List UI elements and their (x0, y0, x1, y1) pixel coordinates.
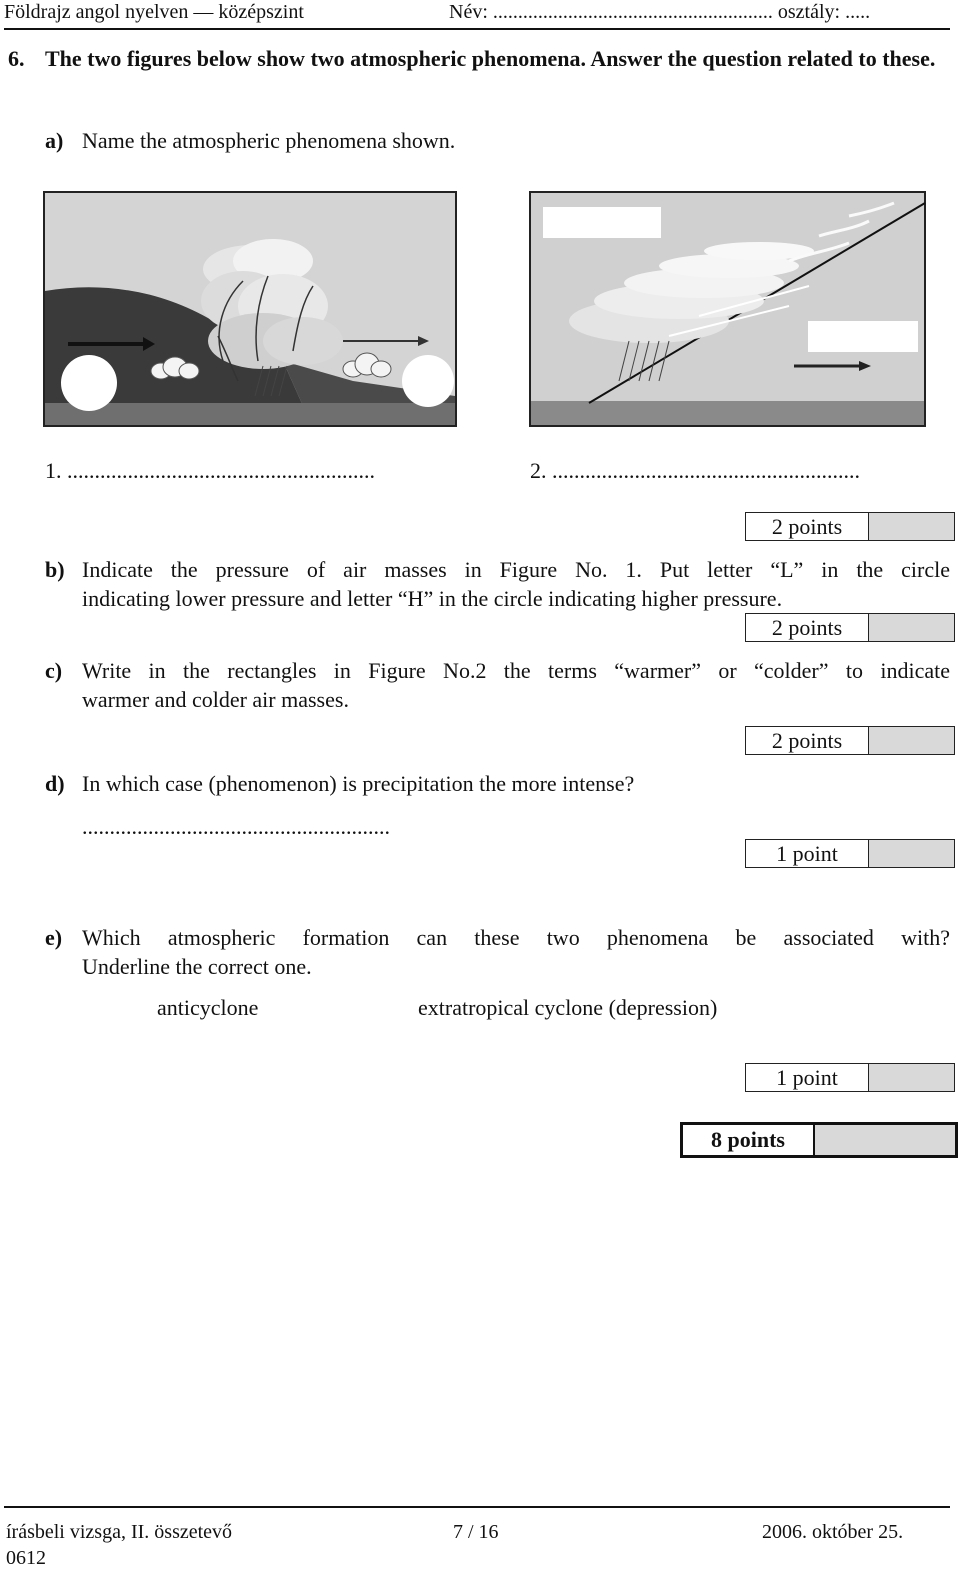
part-d-score-field[interactable] (869, 840, 954, 867)
header-rule (4, 28, 950, 30)
question-number: 6. (8, 46, 25, 71)
part-a-label: a) (45, 128, 64, 153)
part-b-label: b) (45, 557, 65, 582)
total-score-field[interactable] (815, 1125, 955, 1155)
part-b-score-box (745, 613, 955, 642)
footer-rule (4, 1506, 950, 1508)
part-a-points: 2 points (746, 513, 869, 540)
total-score-box (680, 1122, 958, 1158)
figure-2-warm-front (529, 191, 926, 427)
part-b-score-field[interactable] (869, 614, 954, 641)
part-a-answer-2[interactable]: 2. ........................................................ (530, 458, 860, 483)
header-title: Földrajz angol nyelven — középszint (4, 1, 304, 23)
part-a-answer-1[interactable]: 1. ........................................................ (45, 458, 375, 483)
question-intro: The two figures below show two atmospheric phenomena. Answer the question related to these. (45, 46, 936, 71)
part-a-score-field[interactable] (869, 513, 954, 540)
part-d-score-box (745, 839, 955, 868)
figure-2-rect-lower[interactable] (808, 321, 918, 352)
figure-1-ground (45, 403, 455, 425)
part-c-score-box (745, 726, 955, 755)
part-e-score-field[interactable] (869, 1064, 954, 1091)
figure-2-ground (531, 401, 924, 425)
part-d-label: d) (45, 771, 65, 796)
figure-1-circle-left[interactable] (61, 355, 117, 411)
part-b-text-line2: indicating lower pressure and letter “H” in the circle indicating higher pressure. (82, 586, 783, 611)
part-d-answer[interactable]: ........................................................ (82, 814, 390, 839)
part-c-points: 2 points (746, 727, 869, 754)
header-name-class: Név: ........................................................ osztály: ..... (449, 1, 871, 23)
part-a-score-box (745, 512, 955, 541)
part-b-points: 2 points (746, 614, 869, 641)
option-anticyclone[interactable]: anticyclone (157, 995, 259, 1020)
figure-1-thunderstorm (43, 191, 457, 427)
footer-exam: írásbeli vizsga, II. összetevő (6, 1521, 233, 1543)
part-d-text: In which case (phenomenon) is precipitation the more intense? (82, 771, 635, 796)
part-d-points: 1 point (746, 840, 869, 867)
footer-date: 2006. október 25. (762, 1521, 904, 1543)
part-c-label: c) (45, 658, 63, 683)
part-c-text-line1: Write in the rectangles in Figure No.2 the terms “warmer” or “colder” to indicate (82, 658, 950, 683)
figure-2-rect-upper[interactable] (543, 207, 661, 238)
part-e-text-line1: Which atmospheric formation can these two phenomena be associated with? (82, 925, 950, 950)
part-e-text-line2: Underline the correct one. (82, 954, 312, 979)
part-e-label: e) (45, 925, 63, 950)
option-extratropical-cyclone[interactable]: extratropical cyclone (depression) (418, 995, 718, 1020)
part-b-text-line1: Indicate the pressure of air masses in Figure No. 1. Put letter “L” in the circle (82, 557, 950, 582)
footer-page: 7 / 16 (453, 1521, 499, 1543)
part-a-text: Name the atmospheric phenomena shown. (82, 128, 456, 153)
part-e-points: 1 point (746, 1064, 869, 1091)
part-c-text-line2: warmer and colder air masses. (82, 687, 349, 712)
part-c-score-field[interactable] (869, 727, 954, 754)
figure-1-circle-right[interactable] (402, 355, 454, 407)
part-e-score-box (745, 1063, 955, 1092)
footer-code: 0612 (6, 1547, 46, 1569)
total-points: 8 points (683, 1125, 815, 1155)
